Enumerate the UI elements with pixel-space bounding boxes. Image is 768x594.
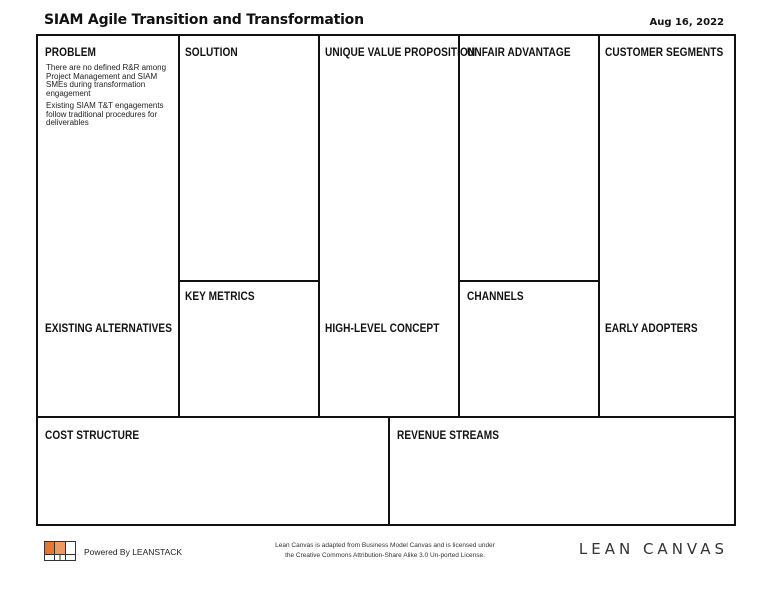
license-text xyxy=(240,541,530,561)
revenue-streams-heading: REVENUE STREAMS xyxy=(397,428,500,442)
high-level-concept-heading: HIGH-LEVEL CONCEPT xyxy=(325,321,440,335)
channels-block[interactable] xyxy=(458,280,598,416)
early-adopters-heading: EARLY ADOPTERS xyxy=(605,321,698,335)
key-metrics-block[interactable] xyxy=(178,280,318,416)
uvp-heading: UNIQUE VALUE PROPOSITION xyxy=(325,45,476,59)
lean-canvas xyxy=(36,34,736,526)
customer-segments-heading: CUSTOMER SEGMENTS xyxy=(605,45,724,59)
license-line: the Creative Commons Attribution-Share Alike 3.0 Un-ported License. xyxy=(285,552,485,559)
canvas-date: Aug 16, 2022 xyxy=(649,17,724,28)
existing-alternatives-heading: EXISTING ALTERNATIVES xyxy=(45,321,173,335)
revenue-streams-block[interactable] xyxy=(388,416,736,524)
problem-block[interactable] xyxy=(38,36,178,416)
canvas-title: SIAM Agile Transition and Transformation xyxy=(44,12,364,28)
solution-block[interactable] xyxy=(178,36,318,280)
unfair-advantage-block[interactable] xyxy=(458,36,598,280)
cost-structure-block[interactable] xyxy=(38,416,388,524)
license-line: Lean Canvas is adapted from Business Model Canvas and is licensed under xyxy=(275,542,495,549)
channels-heading: CHANNELS xyxy=(467,289,524,303)
problem-item: There are no defined R&R among Project Management and SIAM SMEs during transformation engagement xyxy=(46,63,167,98)
lean-canvas-brand: LEAN CANVAS xyxy=(578,540,728,558)
leanstack-logo-icon xyxy=(44,541,76,561)
customer-segments-block[interactable] xyxy=(598,36,736,416)
cost-structure-heading: COST STRUCTURE xyxy=(45,428,140,442)
powered-by-text: Powered By LEANSTACK xyxy=(84,547,183,557)
problem-item: Existing SIAM T&T engagements follow traditional procedures for deliverables xyxy=(46,101,164,127)
uvp-block[interactable] xyxy=(318,36,476,416)
solution-heading: SOLUTION xyxy=(185,45,238,59)
problem-heading: PROBLEM xyxy=(45,45,96,59)
key-metrics-heading: KEY METRICS xyxy=(185,289,255,303)
unfair-advantage-heading: UNFAIR ADVANTAGE xyxy=(467,45,571,59)
problem-text xyxy=(46,64,174,132)
